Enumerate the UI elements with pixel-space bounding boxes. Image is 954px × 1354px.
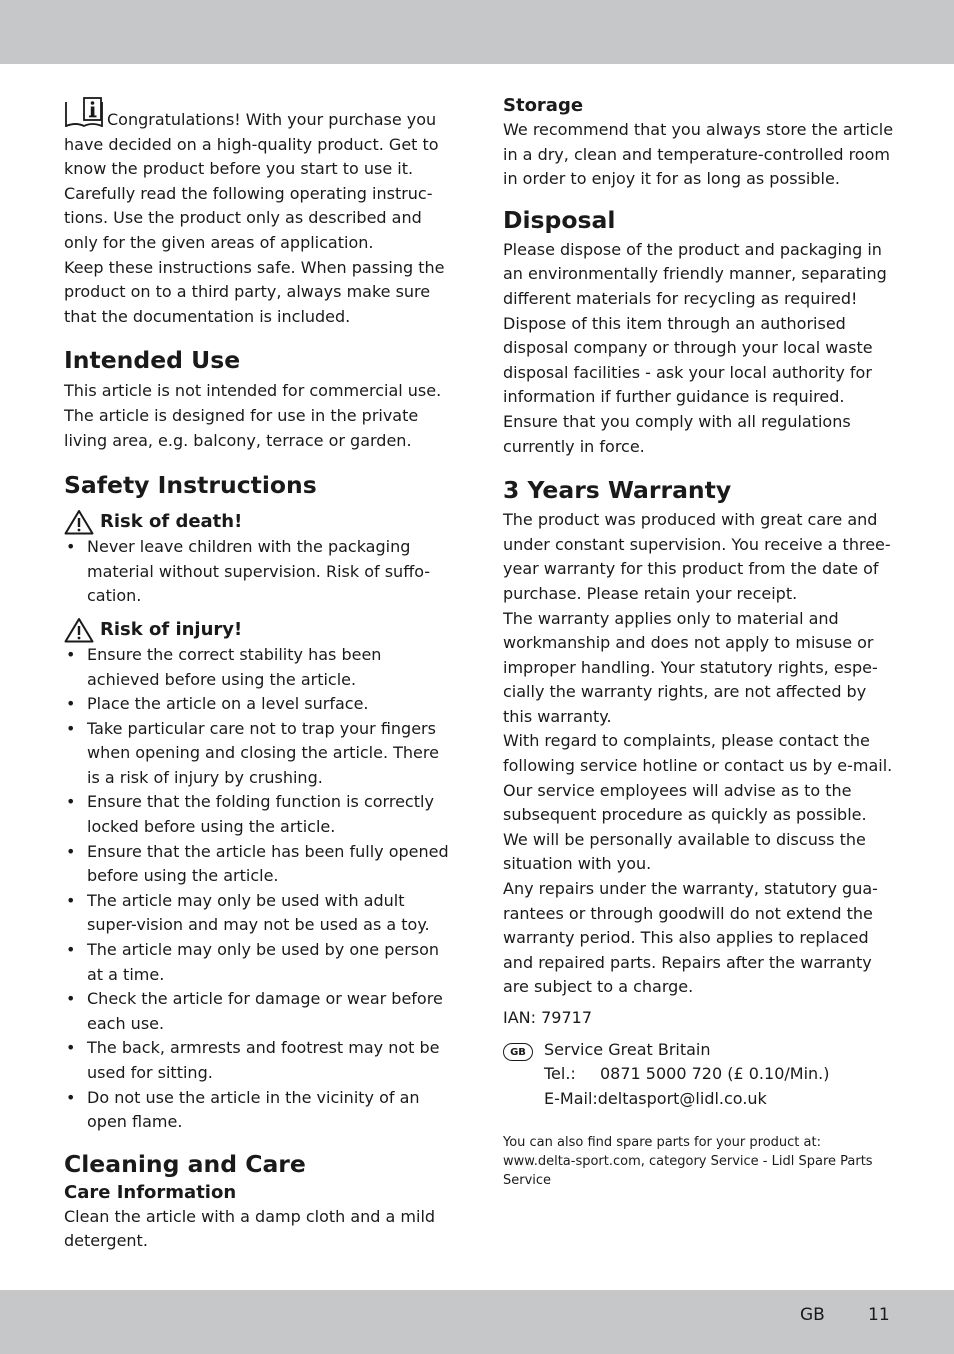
warranty-paragraph-2: The warranty applies only to material and workmanship and does not apply to misuse or improper handling. Your statutory rights, espe-cially the warranty rights, are not affected by this warranty. [503, 608, 878, 726]
injury-list [64, 643, 456, 1135]
warning-triangle-icon [64, 617, 94, 643]
footer-language-code: GB [800, 1305, 825, 1325]
right-column [503, 94, 895, 1190]
care-info-heading: Care Information [64, 1181, 237, 1203]
list-item: • Ensure that the folding function is correctly locked before using the article. [64, 790, 456, 839]
spare-parts-line-2: www.delta-sport.com, category Service - Lidl Spare Parts Service [503, 1154, 873, 1189]
intro-paragraph-2: Keep these instructions safe. When passing the product on to a third party, always make sure that the documentation is included. [64, 257, 445, 326]
warranty-paragraph-1: The product was produced with great care and under constant supervision. You receive a three-year warranty for this product from the date of purchase. Please retain your receipt. [503, 510, 891, 603]
list-item: • Place the article on a level surface. [64, 692, 456, 717]
list-item: • The article may only be used with adult super-vision and may not be used as a toy. [64, 889, 456, 938]
intro-paragraph: Congratulations! With your purchase you have decided on a high-quality product. Get to know the product before you start to use it. Carefully read the following operating instruc-tions. Use the product only as described and only for the given areas of application. [64, 97, 456, 256]
ian-number: IAN: 79717 [503, 1008, 593, 1027]
list-item: • The article may only be used by one person at a time. [64, 938, 456, 987]
list-item: • Check the article for damage or wear before each use. [64, 987, 456, 1036]
list-item: • The back, armrests and footrest may not be used for sitting. [64, 1036, 456, 1085]
risk-of-death-heading: Risk of death! [64, 509, 456, 535]
email-row [503, 1087, 895, 1112]
storage-text: We recommend that you always store the article in a dry, clean and temperature-controlled room in order to enjoy it for as long as possible. [503, 120, 894, 189]
warranty-paragraph-4: Any repairs under the warranty, statutory gua-rantees or through goodwill do not extend the warranty period. This also applies to replaced and repaired parts. Repairs after the warranty are subject to a charge. [503, 879, 878, 997]
service-row [503, 1038, 895, 1063]
list-item: • Take particular care not to trap your fingers when opening and closing the article. There is a risk of injury by crushing. [64, 717, 456, 791]
cleaning-text: Clean the article with a damp cloth and a mild detergent. [64, 1206, 436, 1251]
risk-of-injury-heading: Risk of injury! [64, 617, 456, 643]
cleaning-heading: Cleaning and Care [64, 1149, 306, 1178]
gb-country-badge: GB [503, 1043, 533, 1061]
page-number: 11 [868, 1305, 890, 1325]
list-item: • Never leave children with the packaging material without supervision. Risk of suffo-cation. [64, 535, 456, 609]
left-column [64, 97, 456, 1254]
spare-parts-line-1: You can also find spare parts for your product at: [503, 1135, 821, 1151]
top-band [0, 0, 954, 64]
warranty-paragraph-3: With regard to complaints, please contact the following service hotline or contact us by e-mail. Our service employees will advise as to the subsequent procedure as quickly as possible. We will be personally available to discuss the situation with you. [503, 731, 893, 874]
spare-parts-note [503, 1133, 895, 1190]
disposal-heading: Disposal [503, 205, 616, 234]
email-address[interactable]: E-Mail:deltasport@lidl.co.uk [544, 1088, 767, 1108]
warning-triangle-icon [64, 509, 94, 535]
disposal-text: Please dispose of the product and packaging in an environmentally friendly manner, separating different materials for recycling as required! Dispose of this item through an authorised disposal company or through your local waste disposal facilities - ask your local authority for information if further guidance is required. Ensure that you comply with all regulations currently in force. [503, 239, 887, 456]
intended-use-text: This article is not intended for commercial use. The article is designed for use in the private living area, e.g. balcony, terrace or garden. [64, 381, 442, 450]
list-item: • Ensure that the article has been fully opened before using the article. [64, 840, 456, 889]
list-item: • Do not use the article in the vicinity of an open flame. [64, 1086, 456, 1135]
tel-row [503, 1062, 895, 1087]
intended-use-heading: Intended Use [64, 346, 241, 375]
tel-value: 0871 5000 720 (£ 0.10/Min.) [600, 1064, 830, 1084]
tel-label: Tel.: [544, 1064, 576, 1084]
list-item: • Ensure the correct stability has been achieved before using the article. [64, 643, 456, 692]
info-manual-icon [64, 97, 104, 127]
storage-heading: Storage [503, 95, 584, 116]
service-name: Service Great Britain [544, 1039, 711, 1059]
warranty-heading: 3 Years Warranty [503, 476, 732, 505]
safety-heading: Safety Instructions [64, 471, 317, 500]
death-list [64, 535, 456, 609]
